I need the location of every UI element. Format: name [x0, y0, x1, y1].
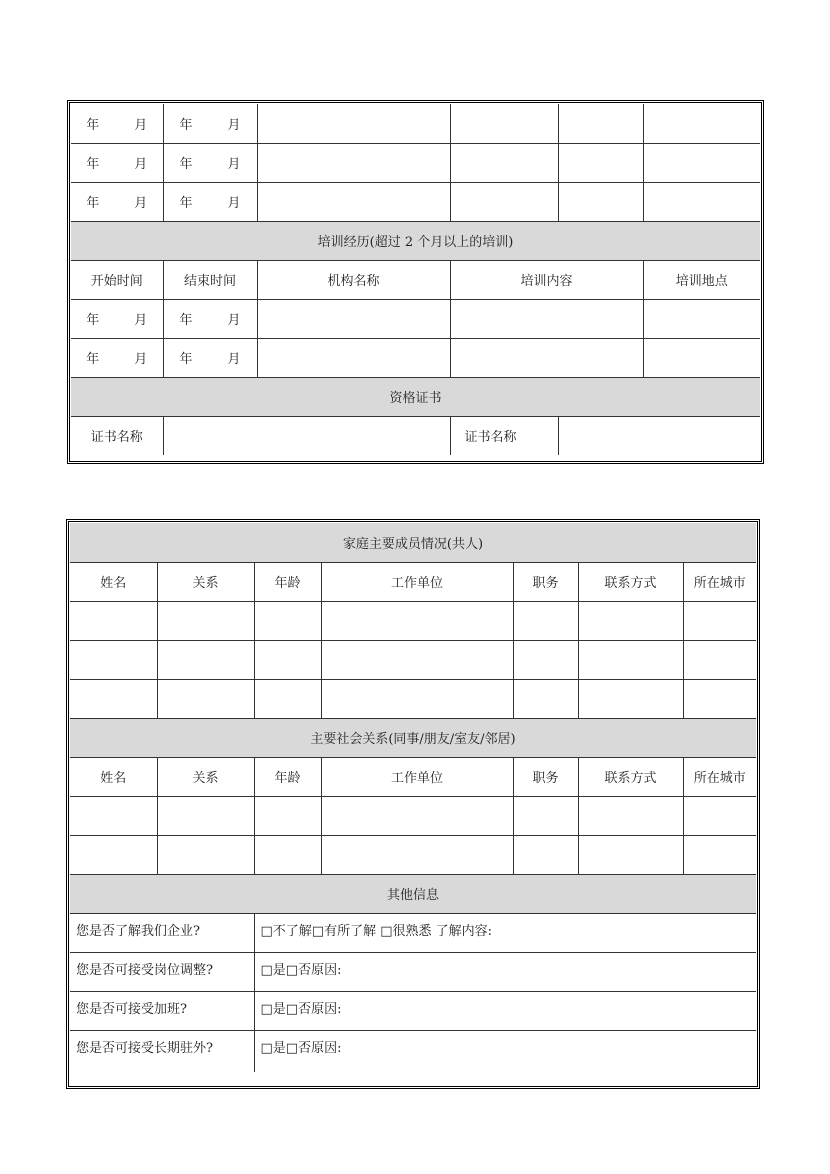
year-label: 年: [179, 157, 193, 172]
answer-options[interactable]: □是□否原因:: [254, 952, 756, 991]
family-header: 姓名: [70, 562, 157, 601]
certificate-label: 证书名称: [71, 416, 163, 455]
input-cell[interactable]: [321, 640, 513, 679]
end-date-cell[interactable]: [163, 143, 257, 182]
work-history-row: [71, 182, 760, 221]
input-cell[interactable]: [157, 640, 254, 679]
work-history-row: [71, 143, 760, 182]
input-cell[interactable]: [157, 601, 254, 640]
month-label: 月: [227, 117, 241, 133]
section-title-family: 家庭主要成员情况(共人): [70, 523, 756, 562]
input-cell[interactable]: [157, 835, 254, 874]
year-label: 年: [179, 117, 193, 133]
family-header: 关系: [157, 562, 254, 601]
social-row: [70, 835, 756, 874]
input-cell[interactable]: [254, 679, 321, 718]
family-row: [70, 601, 756, 640]
year-label: 年: [86, 196, 100, 211]
question-label: 您是否可接受加班?: [70, 991, 254, 1030]
input-cell[interactable]: [321, 601, 513, 640]
section-title-training: 培训经历(超过 2 个月以上的培训): [71, 221, 760, 260]
month-label: 月: [227, 157, 241, 172]
input-cell[interactable]: [683, 601, 756, 640]
training-certificate-table: [67, 100, 764, 464]
input-cell[interactable]: [683, 796, 756, 835]
answer-options[interactable]: □不了解□有所了解 □很熟悉 了解内容:: [254, 913, 756, 952]
social-header: 职务: [513, 757, 578, 796]
month-label: 月: [134, 196, 148, 211]
input-cell[interactable]: [450, 338, 643, 377]
header-start: 开始时间: [71, 260, 163, 299]
input-cell[interactable]: [321, 679, 513, 718]
input-cell[interactable]: [513, 679, 578, 718]
month-label: 月: [134, 352, 148, 367]
header-content: 培训内容: [450, 260, 643, 299]
input-cell[interactable]: [70, 796, 157, 835]
other-info-row: [70, 913, 756, 952]
input-cell[interactable]: [321, 835, 513, 874]
question-label: 您是否了解我们企业?: [70, 913, 254, 952]
social-header: 年龄: [254, 757, 321, 796]
input-cell[interactable]: [643, 338, 760, 377]
training-row: [71, 338, 760, 377]
input-cell[interactable]: [70, 601, 157, 640]
input-cell[interactable]: [321, 796, 513, 835]
input-cell[interactable]: [257, 143, 450, 182]
input-cell[interactable]: [70, 679, 157, 718]
certificate-input[interactable]: [163, 416, 450, 455]
input-cell[interactable]: [513, 835, 578, 874]
year-label: 年: [179, 313, 193, 328]
year-label: 年: [86, 157, 100, 172]
family-header: 年龄: [254, 562, 321, 601]
input-cell[interactable]: [643, 182, 760, 221]
end-date-cell[interactable]: [163, 299, 257, 338]
input-cell[interactable]: [254, 601, 321, 640]
input-cell[interactable]: [578, 679, 683, 718]
input-cell[interactable]: [450, 104, 558, 143]
family-header: 工作单位: [321, 562, 513, 601]
input-cell[interactable]: [254, 796, 321, 835]
family-row: [70, 640, 756, 679]
other-info-row: [70, 991, 756, 1030]
table-header-row: [70, 757, 756, 796]
month-label: 月: [227, 196, 241, 211]
input-cell[interactable]: [683, 835, 756, 874]
input-cell[interactable]: [643, 143, 760, 182]
input-cell[interactable]: [257, 182, 450, 221]
section-title-other: 其他信息: [70, 874, 756, 913]
start-date-cell[interactable]: [71, 182, 163, 221]
input-cell[interactable]: [157, 796, 254, 835]
social-header: 姓名: [70, 757, 157, 796]
social-header: 关系: [157, 757, 254, 796]
social-header: 联系方式: [578, 757, 683, 796]
input-cell[interactable]: [683, 679, 756, 718]
month-label: 月: [227, 352, 241, 367]
header-end: 结束时间: [163, 260, 257, 299]
table-header-row: [71, 260, 760, 299]
header-location: 培训地点: [643, 260, 760, 299]
year-label: 年: [179, 196, 193, 211]
social-header: 所在城市: [683, 757, 756, 796]
other-info-row: [70, 1030, 756, 1072]
certificate-input[interactable]: [558, 416, 760, 455]
other-info-row: [70, 952, 756, 991]
input-cell[interactable]: [558, 143, 643, 182]
input-cell[interactable]: [578, 640, 683, 679]
year-label: 年: [179, 352, 193, 367]
input-cell[interactable]: [558, 182, 643, 221]
input-cell[interactable]: [450, 299, 643, 338]
month-label: 月: [134, 117, 148, 133]
input-cell[interactable]: [254, 835, 321, 874]
end-date-cell[interactable]: [163, 104, 257, 143]
end-date-cell[interactable]: [163, 182, 257, 221]
month-label: 月: [134, 313, 148, 328]
start-date-cell[interactable]: [71, 143, 163, 182]
input-cell[interactable]: [683, 640, 756, 679]
end-date-cell[interactable]: [163, 338, 257, 377]
answer-options[interactable]: □是□否原因:: [254, 991, 756, 1030]
month-label: 月: [227, 313, 241, 328]
input-cell[interactable]: [578, 835, 683, 874]
input-cell[interactable]: [513, 796, 578, 835]
answer-options[interactable]: □是□否原因:: [254, 1030, 756, 1072]
input-cell[interactable]: [450, 143, 558, 182]
start-date-cell[interactable]: [71, 104, 163, 143]
input-cell[interactable]: [70, 835, 157, 874]
input-cell[interactable]: [578, 796, 683, 835]
question-label: 您是否可接受岗位调整?: [70, 952, 254, 991]
social-row: [70, 796, 756, 835]
start-date-cell[interactable]: [71, 338, 163, 377]
input-cell[interactable]: [157, 679, 254, 718]
start-date-cell[interactable]: [71, 299, 163, 338]
certificate-row: [71, 416, 760, 455]
input-cell[interactable]: [558, 104, 643, 143]
family-social-other-table: [66, 519, 760, 1089]
input-cell[interactable]: [70, 640, 157, 679]
header-org: 机构名称: [257, 260, 450, 299]
work-history-row: [71, 104, 760, 143]
section-title-social: 主要社会关系(同事/朋友/室友/邻居): [70, 718, 756, 757]
family-header: 职务: [513, 562, 578, 601]
family-header: 所在城市: [683, 562, 756, 601]
table-header-row: [70, 562, 756, 601]
training-row: [71, 299, 760, 338]
year-label: 年: [86, 313, 100, 328]
certificate-label: 证书名称: [450, 416, 558, 455]
year-label: 年: [86, 352, 100, 367]
input-cell[interactable]: [257, 104, 450, 143]
year-label: 年: [86, 117, 100, 133]
input-cell[interactable]: [254, 640, 321, 679]
input-cell[interactable]: [450, 182, 558, 221]
input-cell[interactable]: [643, 299, 760, 338]
input-cell[interactable]: [513, 601, 578, 640]
input-cell[interactable]: [578, 601, 683, 640]
month-label: 月: [134, 157, 148, 172]
input-cell[interactable]: [257, 338, 450, 377]
social-header: 工作单位: [321, 757, 513, 796]
input-cell[interactable]: [643, 104, 760, 143]
input-cell[interactable]: [257, 299, 450, 338]
input-cell[interactable]: [513, 640, 578, 679]
family-header: 联系方式: [578, 562, 683, 601]
section-title-certificate: 资格证书: [71, 377, 760, 416]
question-label: 您是否可接受长期驻外?: [70, 1030, 254, 1072]
family-row: [70, 679, 756, 718]
